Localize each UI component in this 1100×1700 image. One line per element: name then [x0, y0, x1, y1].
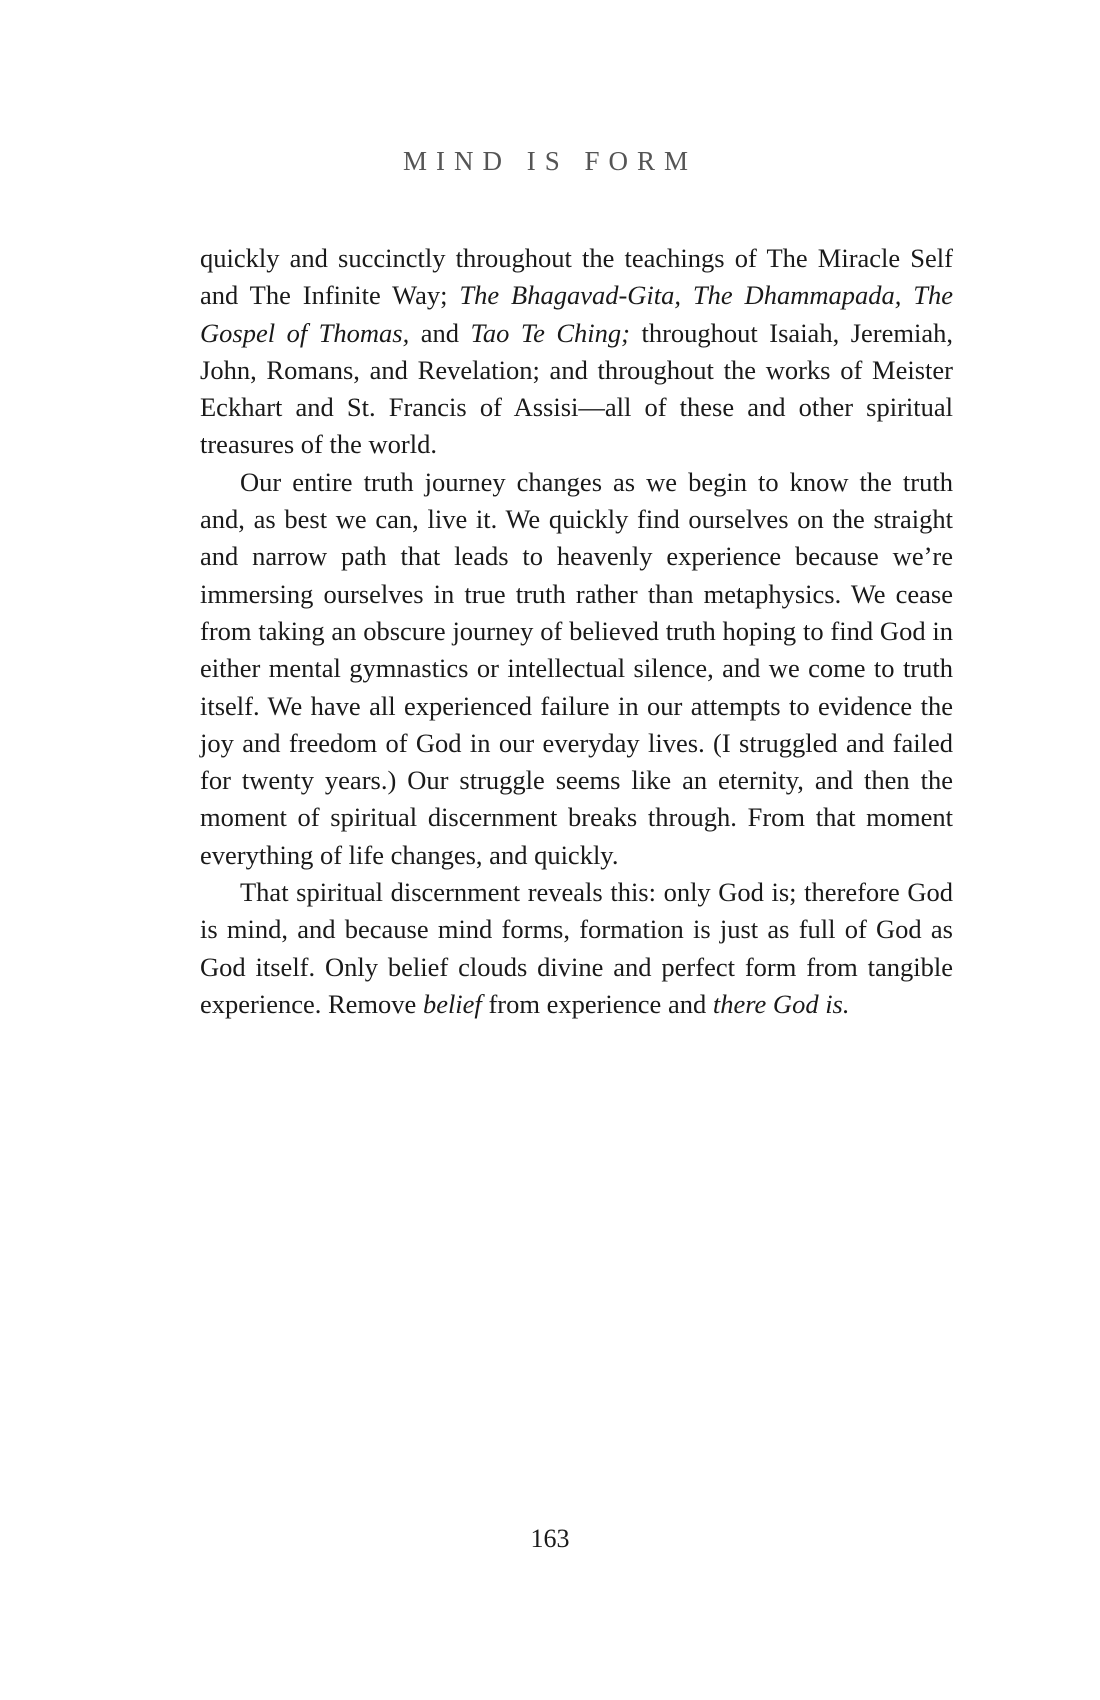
- text-segment: and: [409, 317, 471, 348]
- text-segment: Our entire truth journey changes as we begin to know the truth and, as best we can, live it. We quickly find ourselves on the straight and narrow path that leads to heavenly experience because we’re immersing ourselves in true truth rather than metaphysics. We cease from taking an obscure journey of believed truth hoping to find God in either mental gymnastics or intellectual silence, and we come to truth itself. We have all experienced failure in our attempts to evidence the joy and freedom of God in our everyday lives. (I struggled and failed for twenty years.) Our struggle seems like an eternity, and then the moment of spiritual discernment breaks through. From that moment everything of life changes, and quickly.: [200, 466, 953, 870]
- book-title-italic: Tao Te Ching;: [470, 317, 630, 348]
- running-head: MIND IS FORM: [402, 146, 698, 176]
- paragraph: [200, 464, 953, 874]
- text-segment: throughout Isaiah, Jeremiah, John, Romans, and Revelation; and throughout the works of Meister Eckhart and St. Francis of Assisi—all of these and other spiritual treasures of the world.: [200, 317, 953, 460]
- emphasis-italic: belief: [422, 988, 482, 1019]
- body-text: [200, 240, 953, 1023]
- emphasis-italic: there God is.: [712, 988, 850, 1019]
- book-title-italic: The Bhagavad-Gita, The Dhammapada, The Gospel of Thomas,: [200, 280, 953, 348]
- text-segment: That spiritual discernment reveals this: only God is; therefore God is mind, and because mind forms, formation is just as full of God as God itself. Only belief clouds divine and perfect form from tangible experience. Remove: [200, 877, 953, 1019]
- text-segment: quickly and succinctly throughout the teachings of The Miracle Self and The Infinite Way;: [200, 243, 953, 311]
- paragraph: [200, 874, 953, 1023]
- text-segment: from experience and: [481, 988, 713, 1019]
- paragraph: [200, 240, 953, 464]
- page-number: 163: [530, 1524, 570, 1553]
